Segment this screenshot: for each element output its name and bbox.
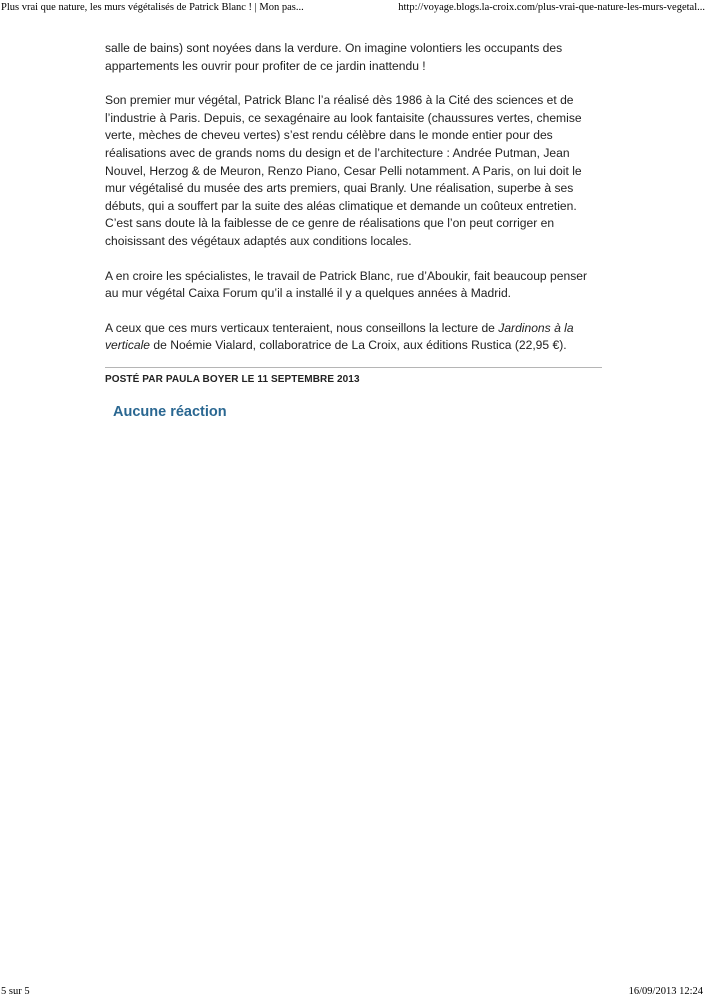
article-body: [105, 40, 602, 372]
last-paragraph-after: de Noémie Vialard, collaboratrice de La Croix, aux éditions Rustica (22,95 €).: [150, 338, 567, 353]
comments-title: Aucune réaction: [113, 404, 227, 420]
post-byline: POSTÉ PAR PAULA BOYER LE 11 SEPTEMBRE 2013: [105, 367, 602, 385]
article-paragraph-last: [105, 320, 602, 355]
article-paragraph: Son premier mur végétal, Patrick Blanc l’a réalisé dès 1986 à la Cité des sciences et de l’industrie à Paris. Depuis, ce sexagénaire au look fantaisite (chaussures vertes, chemise verte, mèches de cheveu vertes) s’est rendu célèbre dans le monde entier pour des réalisations avec de grands noms du design et de l’architecture : Andrée Putman, Jean Nouvel, Herzog & de Meuron, Renzo Piano, Cesar Pelli notamment. A Paris, on lui doit le mur végétalisé du musée des arts premiers, quai Branly. Une réalisation, superbe à ses débuts, qui a souffert par la suite des aléas climatique et demande un coûteux entretien. C’est sans doute là la faiblesse de ce genre de réalisations que l’on peut corriger en choisissant des végétaux adaptés aux conditions locales.: [105, 93, 582, 248]
print-datetime: 16/09/2013 12:24: [628, 986, 703, 997]
last-paragraph-before: A ceux que ces murs verticaux tenteraient, nous conseillons la lecture de: [105, 320, 499, 335]
print-header-page-title: Plus vrai que nature, les murs végétalisés de Patrick Blanc ! | Mon pas...: [1, 2, 304, 13]
print-footer: [0, 984, 707, 1000]
article-paragraph: A en croire les spécialistes, le travail de Patrick Blanc, rue d’Aboukir, fait beaucoup penser au mur végétal Caixa Forum qu’il a installé il y a quelques années à Madrid.: [105, 268, 587, 301]
print-header: [0, 0, 707, 18]
article-paragraph: salle de bains) sont noyées dans la verdure. On imagine volontiers les occupants des appartements les ouvrir pour profiter de ce jardin inattendu !: [105, 41, 563, 73]
print-header-url: http://voyage.blogs.la-croix.com/plus-vrai-que-nature-les-murs-vegetal...: [398, 2, 705, 13]
page-number: 5 sur 5: [1, 986, 30, 997]
book-title: Jardinons à la verticale: [105, 320, 574, 353]
